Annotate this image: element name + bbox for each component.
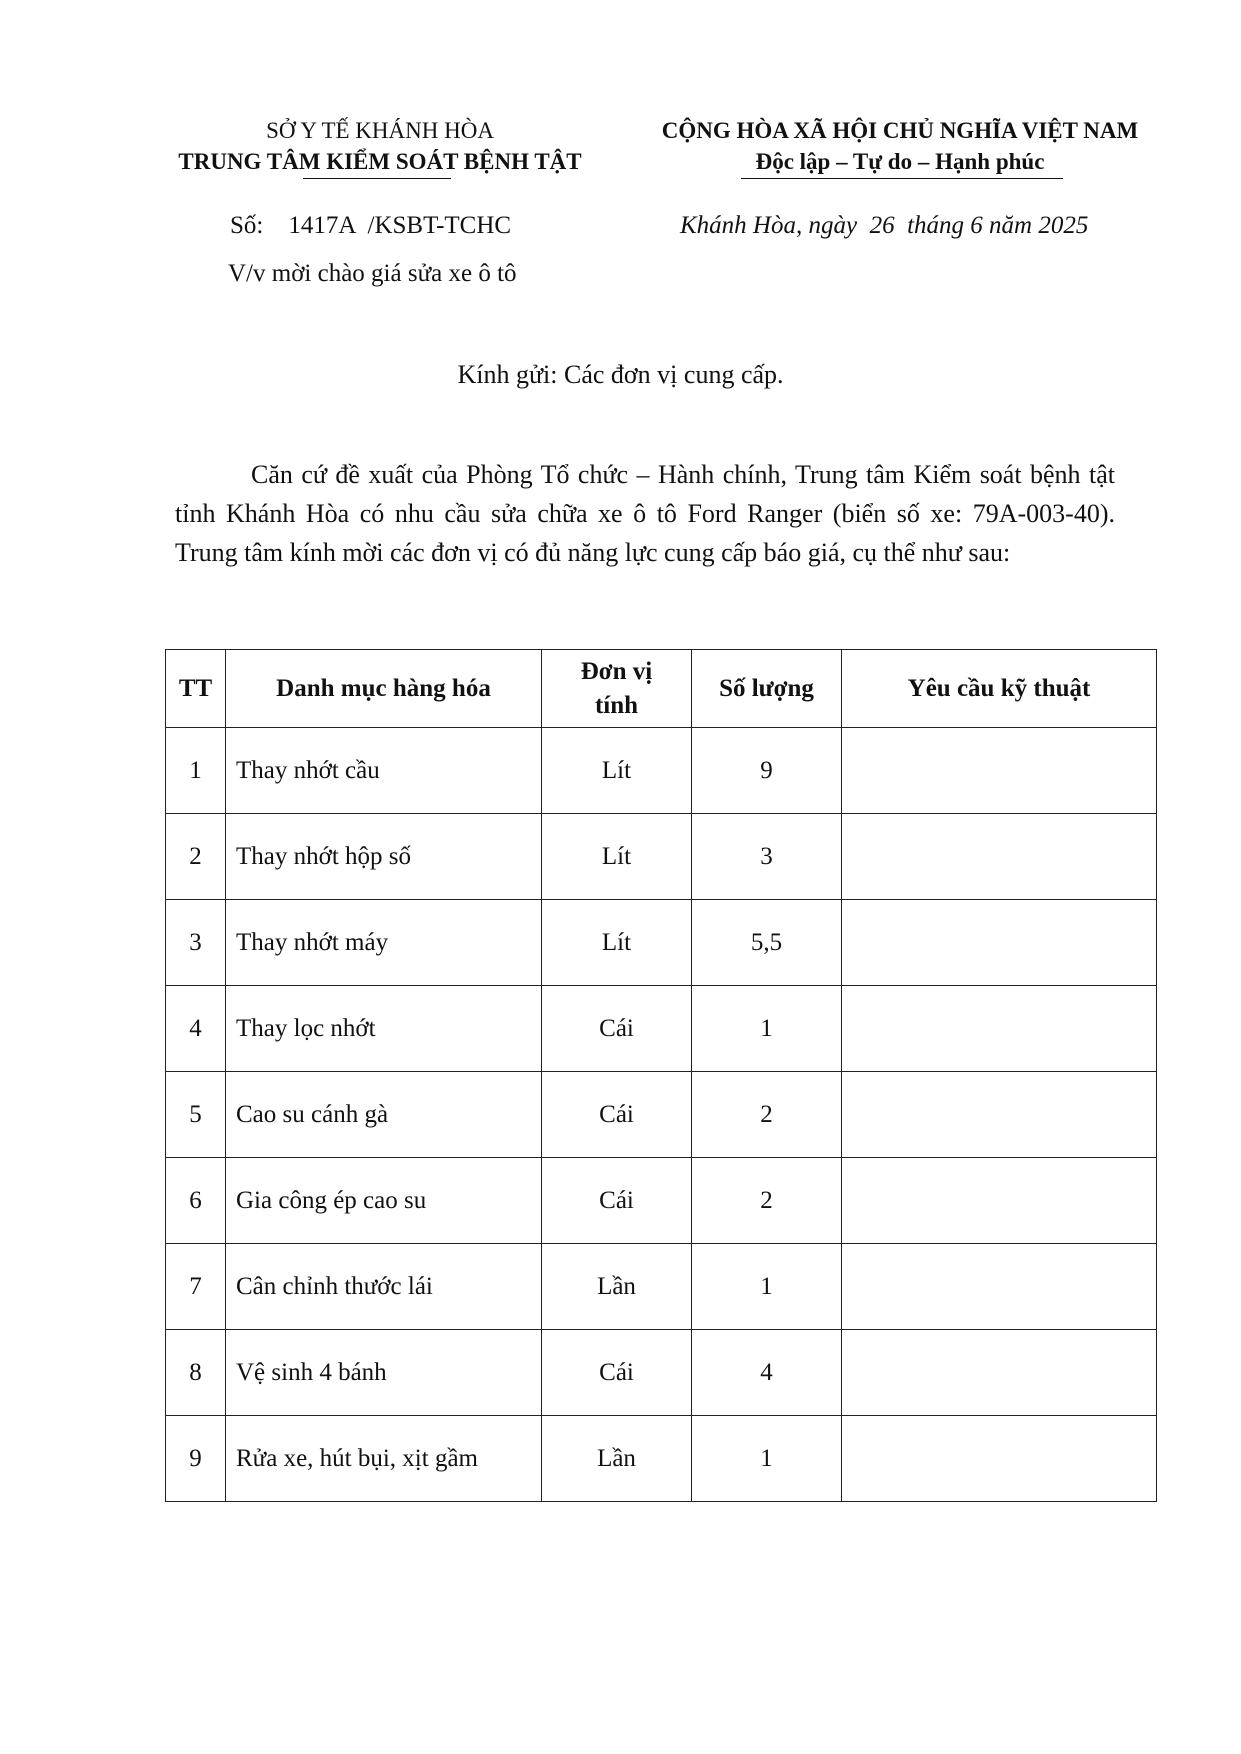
header-quantity: Số lượng (692, 650, 842, 728)
row-requirements (842, 1072, 1157, 1158)
row-requirements (842, 986, 1157, 1072)
row-tt: 7 (166, 1244, 226, 1330)
row-quantity: 3 (692, 814, 842, 900)
national-motto: Độc lập – Tự do – Hạnh phúc (755, 149, 1045, 174)
row-quantity: 9 (692, 728, 842, 814)
issuer-department: SỞ Y TẾ KHÁNH HÒA (266, 118, 494, 143)
issuer-block (160, 115, 600, 177)
row-item: Thay lọc nhớt (226, 986, 542, 1072)
row-quantity: 5,5 (692, 900, 842, 986)
table-row (166, 1158, 1157, 1244)
row-item: Cân chỉnh thước lái (226, 1244, 542, 1330)
row-quantity: 1 (692, 1244, 842, 1330)
row-quantity: 2 (692, 1158, 842, 1244)
row-quantity: 4 (692, 1330, 842, 1416)
row-requirements (842, 1416, 1157, 1502)
row-tt: 8 (166, 1330, 226, 1416)
row-tt: 5 (166, 1072, 226, 1158)
row-tt: 1 (166, 728, 226, 814)
row-unit: Cái (542, 986, 692, 1072)
row-item: Vệ sinh 4 bánh (226, 1330, 542, 1416)
row-unit: Lần (542, 1416, 692, 1502)
row-item: Thay nhớt máy (226, 900, 542, 986)
issuer-organization: TRUNG TÂM KIỂM SOÁT BỆNH TẬT (178, 149, 582, 174)
row-requirements (842, 1330, 1157, 1416)
table-row (166, 986, 1157, 1072)
national-header (640, 115, 1160, 177)
row-unit: Cái (542, 1158, 692, 1244)
row-tt: 6 (166, 1158, 226, 1244)
table-row (166, 814, 1157, 900)
row-requirements (842, 1244, 1157, 1330)
header-item: Danh mục hàng hóa (226, 650, 542, 728)
document-number: Số: 1417A /KSBT-TCHC (230, 212, 512, 239)
issuer-underline (303, 178, 451, 179)
header-unit: Đơn vị tính (542, 650, 692, 728)
table-row (166, 728, 1157, 814)
row-unit: Lít (542, 728, 692, 814)
row-unit: Lít (542, 814, 692, 900)
row-requirements (842, 900, 1157, 986)
body-paragraph: Căn cứ đề xuất của Phòng Tổ chức – Hành chính, Trung tâm Kiểm soát bệnh tật tỉnh Khánh Hòa có nhu cầu sửa chữa xe ô tô Ford Ranger (biển số xe: 79A-003-40). Trung tâm kính mời các đơn vị có đủ năng lực cung cấp báo giá, cụ thể như sau: (175, 460, 1115, 567)
greeting: Kính gửi: Các đơn vị cung cấp. (457, 360, 784, 389)
table-header-row (166, 650, 1157, 728)
row-requirements (842, 728, 1157, 814)
row-tt: 3 (166, 900, 226, 986)
row-quantity: 1 (692, 986, 842, 1072)
row-requirements (842, 1158, 1157, 1244)
table-row (166, 900, 1157, 986)
row-quantity: 1 (692, 1416, 842, 1502)
row-item: Thay nhớt cầu (226, 728, 542, 814)
items-table (165, 649, 1157, 1502)
row-item: Thay nhớt hộp số (226, 814, 542, 900)
row-quantity: 2 (692, 1072, 842, 1158)
table-row (166, 1244, 1157, 1330)
header-tt: TT (166, 650, 226, 728)
row-requirements (842, 814, 1157, 900)
row-item: Cao su cánh gà (226, 1072, 542, 1158)
row-unit: Cái (542, 1072, 692, 1158)
document-date: Khánh Hòa, ngày 26 tháng 6 năm 2025 (680, 212, 1089, 239)
table-row (166, 1072, 1157, 1158)
row-unit: Lần (542, 1244, 692, 1330)
national-title: CỘNG HÒA XÃ HỘI CHỦ NGHĨA VIỆT NAM (661, 118, 1139, 143)
row-tt: 4 (166, 986, 226, 1072)
table-row (166, 1416, 1157, 1502)
document-subject: V/v mời chào giá sửa xe ô tô (228, 260, 517, 287)
table-row (166, 1330, 1157, 1416)
row-tt: 9 (166, 1416, 226, 1502)
row-item: Rửa xe, hút bụi, xịt gầm (226, 1416, 542, 1502)
row-tt: 2 (166, 814, 226, 900)
row-unit: Lít (542, 900, 692, 986)
row-unit: Cái (542, 1330, 692, 1416)
motto-underline (741, 178, 1063, 179)
header-requirements: Yêu cầu kỹ thuật (842, 650, 1157, 728)
row-item: Gia công ép cao su (226, 1158, 542, 1244)
